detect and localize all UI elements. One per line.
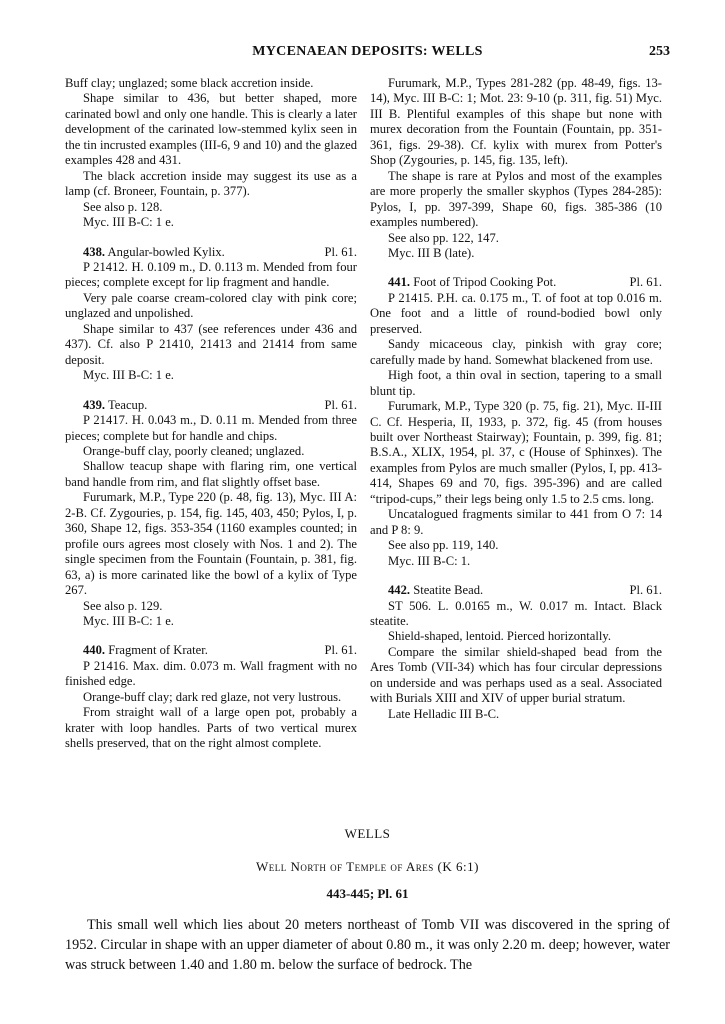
entry-line: Orange-buff clay; dark red glaze, not very lustrous. <box>83 689 342 704</box>
paragraph: See also pp. 122, 147. <box>388 230 499 245</box>
entry-line: Compare the similar shield-shaped bead from the Ares Tomb (VII-34) which has four circular depressions on underside and was perhaps used as a seal. Associated with Burials XIII and XIV of upper burial stratum. <box>370 644 662 706</box>
paragraph: Furumark, M.P., Types 281-282 (pp. 48-49, figs. 13-14), Myc. III B-C: 1; Mot. 23: 9-10 (p. 311, fig. 51) Myc. III B. Plentiful examples of this shape but none with murex decoration from the Fountain (Fountain, pp. 351-361, figs. 29-38). Cf. kylix with murex from Potter's Shop (Zygouries, p. 145, fig. 135, left). <box>370 76 662 168</box>
entry-heading <box>370 275 662 290</box>
entry-heading <box>370 583 662 598</box>
entry-line: From straight wall of a large open pot, probably a krater with loop handles. Parts of two vertical murex shells preserved, that on the right almost complete. <box>65 705 357 751</box>
plate-ref: Pl. 61. <box>324 397 357 412</box>
entry-number: 440. <box>83 643 106 658</box>
paragraph: Myc. III B (late). <box>388 245 475 260</box>
paragraph: Myc. III B-C: 1 e. <box>83 215 174 230</box>
entry-number: 438. <box>83 244 106 259</box>
entry-line: Myc. III B-C: 1 e. <box>83 368 174 383</box>
entry-title: Steatite Bead. <box>413 583 484 598</box>
paragraph: Shape similar to 436, but better shaped, more carinated bowl and only one handle. This is clearly a later development of the carinated low-stemmed kylix seen in the tin incrusted examples (III-6, 9 and 10) and the glazed examples 428 and 431. <box>65 91 357 168</box>
page-header <box>65 44 670 64</box>
plate-ref: Pl. 61. <box>324 244 357 259</box>
entry-line: Myc. III B-C: 1 e. <box>83 613 174 628</box>
entry-line: Furumark, M.P., Type 220 (p. 48, fig. 13), Myc. III A: 2-B. Cf. Zygouries, p. 154, fig. 145, 403, 450; Pylos, I, p. 360, Shape 12, figs. 353-354 (1160 examples counted; in profile ours agrees most closely with Nos. 1 and 2). The single specimen from the Fountain (Fountain, p. 381, fig. 63, a) is more carinated like the bowl of a kylix of Type 267. <box>65 490 357 598</box>
catalogue-entry-441 <box>370 275 662 569</box>
catalogue-entry-442 <box>370 583 662 722</box>
entry-line: Shallow teacup shape with flaring rim, one vertical band handle from rim, and flat slightly offset base. <box>65 459 357 489</box>
entry-number: 441. <box>388 275 411 290</box>
paragraph: The shape is rare at Pylos and most of the examples are more properly the smaller skyphos (Types 284-285): Pylos, I, pp. 397-399, Shape 60, figs. 385-386 (10 examples numbered). <box>370 168 662 230</box>
entry-line: See also p. 129. <box>83 598 163 613</box>
paragraph: See also p. 128. <box>83 199 163 214</box>
entry-number: 439. <box>83 397 106 412</box>
entry-line: P 21416. Max. dim. 0.073 m. Wall fragment with no finished edge. <box>65 658 357 689</box>
entry-line: Uncatalogued fragments similar to 441 from O 7: 14 and P 8: 9. <box>370 507 662 537</box>
entry-title: Angular-bowled Kylix. <box>107 244 225 259</box>
running-title: MYCENAEAN DEPOSITS: WELLS <box>252 44 483 59</box>
entry-title: Teacup. <box>107 397 148 412</box>
section-intro-paragraph: This small well which lies about 20 meters northeast of Tomb VII was discovered in the spring of 1952. Circular in shape with an upper diameter of about 0.80 m., it was only 2.20 m. deep; however, water was struck between 1.40 and 1.80 m. below the surface of bedrock. The <box>65 917 670 973</box>
entry-line: See also pp. 119, 140. <box>388 538 499 553</box>
entry-line: Myc. III B-C: 1. <box>388 553 471 568</box>
entry-line: Shield-shaped, lentoid. Pierced horizontally. <box>388 629 612 644</box>
entry-line: P 21412. H. 0.109 m., D. 0.113 m. Mended from four pieces; complete except for lip fragment and handle. <box>65 259 357 290</box>
entry-title: Fragment of Krater. <box>108 643 208 658</box>
plate-ref: Pl. 61. <box>629 583 662 598</box>
page-number: 253 <box>649 44 670 59</box>
entry-line: Furumark, M.P., Type 320 (p. 75, fig. 21), Myc. II-III C. Cf. Hesperia, II, 1933, p. 372, fig. 45 (from houses built over Northeast Stairway); Fountain, p. 399, fig. 81; B.S.A., XLIX, 1954, pl. 37, c (House of Sphinxes). The examples from Pylos are much smaller (Pylos, I, pp. 413-414, Shapes 69 and 70, figs. 395-396) and are called “tripod-cups,” their legs being only 1.5 to 2.5 cms. long. <box>370 399 662 506</box>
left-column <box>65 76 357 752</box>
section-subtitle: Well North of Temple of Ares (K 6:1) <box>256 859 479 874</box>
entry-line: P 21417. H. 0.043 m., D. 0.11 m. Mended from three pieces; complete but for handle and chips. <box>65 413 357 443</box>
entry-number: 442. <box>388 583 411 598</box>
entry-heading <box>65 398 357 413</box>
entry-line: Sandy micaceous clay, pinkish with gray core; carefully made by hand. Somewhat blackened from use. <box>370 337 662 367</box>
entry-heading <box>65 245 357 260</box>
plate-ref: Pl. 61. <box>324 643 357 658</box>
catalogue-entry-438 <box>65 245 357 384</box>
entry-heading <box>65 643 357 658</box>
entry-line: Shape similar to 437 (see references under 436 and 437). Cf. also P 21410, 21413 and 21414 from same deposit. <box>65 321 357 367</box>
catalogue-entry-440 <box>65 643 357 751</box>
section-title: WELLS <box>344 826 391 841</box>
entry-line: High foot, a thin oval in section, tapering to a small blunt tip. <box>370 368 662 398</box>
catalogue-entry-439 <box>65 398 357 630</box>
entry-line: Orange-buff clay, poorly cleaned; unglazed. <box>83 443 305 458</box>
entry-title: Foot of Tripod Cooking Pot. <box>413 275 557 290</box>
entry-line: P 21415. P.H. ca. 0.175 m., T. of foot at top 0.016 m. One foot and a little of round-bodied bowl only preserved. <box>370 290 662 336</box>
entry-line: ST 506. L. 0.0165 m., W. 0.017 m. Intact. Black steatite. <box>370 598 662 628</box>
section-reference: 443-445; Pl. 61 <box>326 886 409 901</box>
entry-line: Very pale coarse cream-colored clay with pink core; unglazed and unpolished. <box>65 290 357 321</box>
plate-ref: Pl. 61. <box>629 275 662 290</box>
entry-line: Late Helladic III B-C. <box>388 706 500 721</box>
paragraph: The black accretion inside may suggest its use as a lamp (cf. Broneer, Fountain, p. 377). <box>65 168 357 199</box>
paragraph: Buff clay; unglazed; some black accretion inside. <box>65 76 314 90</box>
right-column <box>370 76 662 722</box>
